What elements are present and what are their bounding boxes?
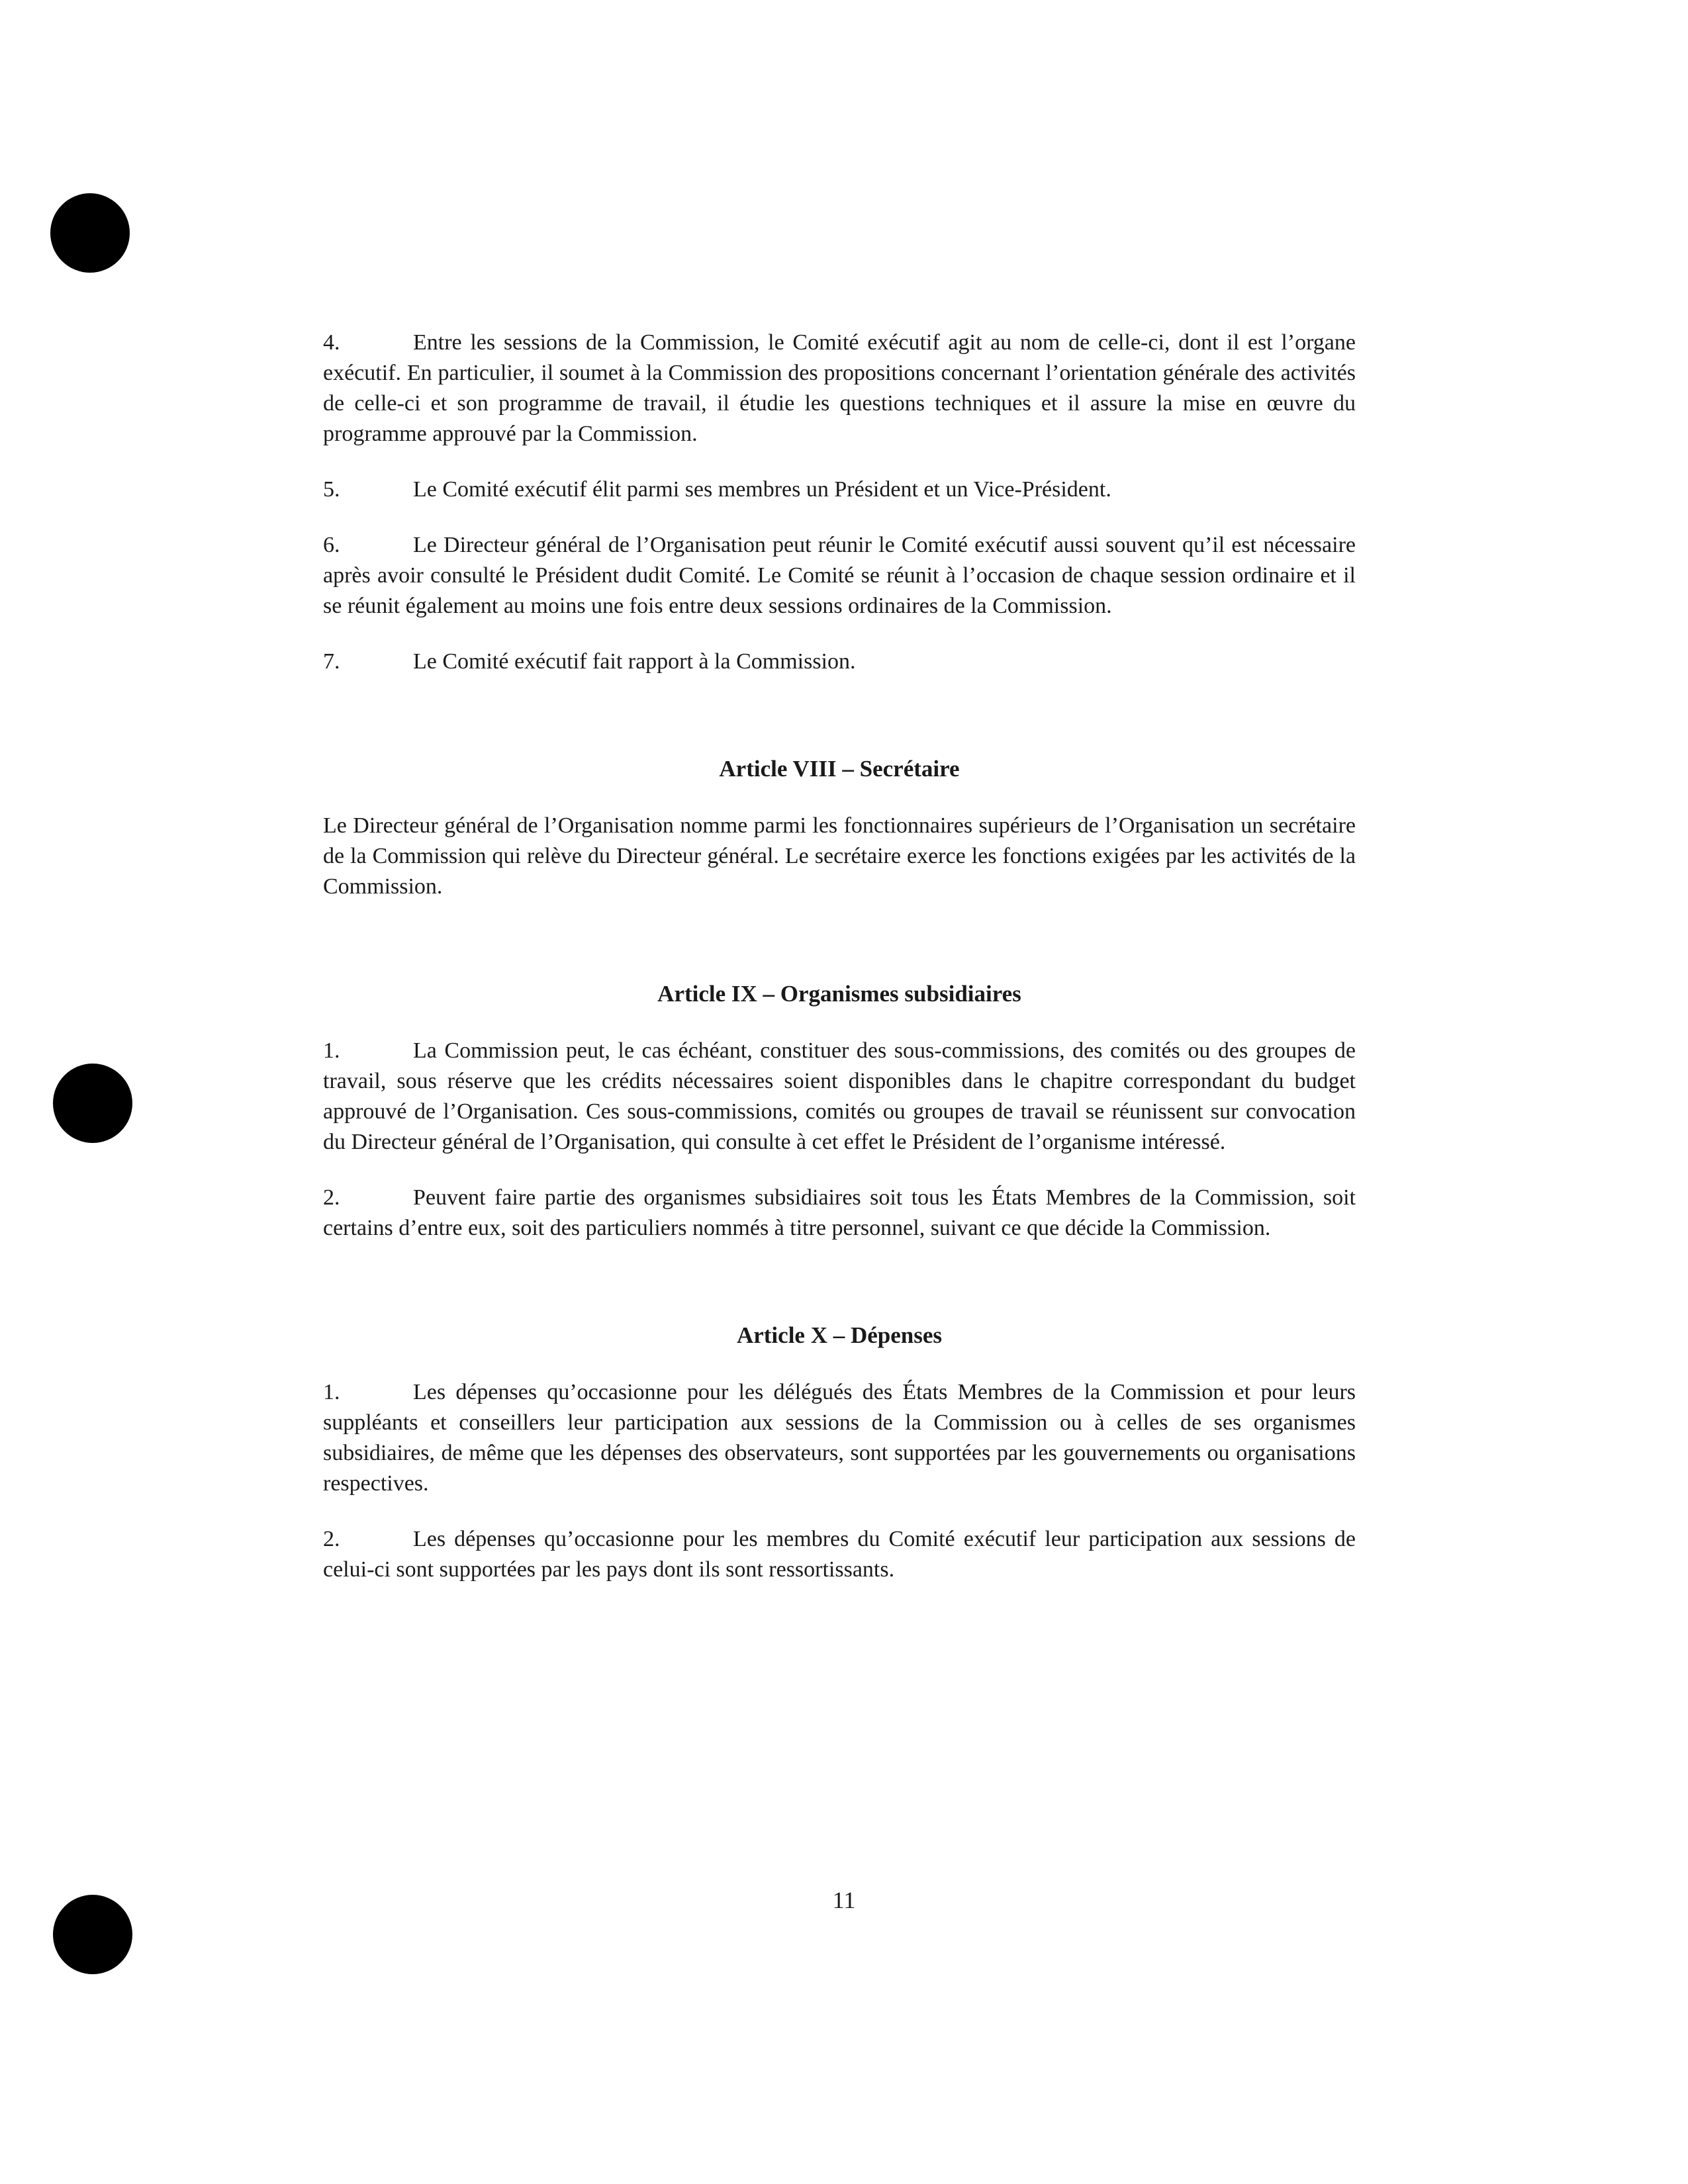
- paragraph-text: Le Comité exécutif élit parmi ses membres un Président et un Vice-Président.: [413, 477, 1111, 502]
- paragraph-text: Peuvent faire partie des organismes subsidiaires soit tous les États Membres de la Commission, soit certains d’entre eux, soit des particuliers nommés à titre personnel, suivant ce que décide la Commission.: [323, 1185, 1356, 1240]
- paragraph-text: Le Comité exécutif fait rapport à la Commission.: [413, 649, 856, 674]
- article-x-paragraph-1: [323, 1377, 1356, 1499]
- punch-hole-top: [50, 193, 130, 273]
- paragraph-text: La Commission peut, le cas échéant, constituer des sous-commissions, des comités ou des groupes de travail, sous réserve que les crédits nécessaires soient disponibles dans le chapitre correspondant du budget approuvé de l’Organisation. Ces sous-commissions, comités ou groupes de travail se réunissent sur convocation du Directeur général de l’Organisation, qui consulte à cet effet le Président de l’organisme intéressé.: [323, 1038, 1356, 1154]
- article-ix-paragraph-2: [323, 1183, 1356, 1244]
- document-body: [323, 328, 1356, 1610]
- paragraph-number: 2.: [323, 1527, 340, 1551]
- paragraph-number: 6.: [323, 533, 340, 557]
- paragraph-7: [323, 647, 1356, 677]
- article-ix-heading: Article IX – Organismes subsidiaires: [657, 981, 1021, 1007]
- paragraph-4: [323, 328, 1356, 449]
- article-ix-paragraph-1: [323, 1036, 1356, 1158]
- paragraph-text: Les dépenses qu’occasionne pour les délégués des États Membres de la Commission et pour leurs suppléants et conseillers leur participation aux sessions de la Commission ou à celles de ses organismes subsidiaires, de même que les dépenses des observateurs, sont supportées par les gouvernements ou organisations respectives.: [323, 1380, 1356, 1496]
- article-x-paragraph-2: [323, 1524, 1356, 1585]
- paragraph-5: [323, 475, 1356, 505]
- paragraph-6: [323, 530, 1356, 621]
- article-viii-heading: Article VIII – Secrétaire: [719, 756, 960, 782]
- punch-hole-middle: [53, 1064, 132, 1143]
- paragraph-number: 1.: [323, 1380, 340, 1404]
- paragraph-number: 5.: [323, 477, 340, 502]
- page-number: 11: [832, 1887, 856, 1913]
- paragraph-number: 7.: [323, 649, 340, 674]
- paragraph-number: 4.: [323, 330, 340, 355]
- article-viii-text: Le Directeur général de l’Organisation nomme parmi les fonctionnaires supérieurs de l’Organisation un secrétaire de la Commission qui relève du Directeur général. Le secrétaire exerce les fonctions exigées par les activités de la Commission.: [323, 813, 1356, 899]
- paragraph-text: Le Directeur général de l’Organisation peut réunir le Comité exécutif aussi souvent qu’il est nécessaire après avoir consulté le Président dudit Comité. Le Comité se réunit à l’occasion de chaque session ordinaire et il se réunit également au moins une fois entre deux sessions ordinaires de la Commission.: [323, 533, 1356, 618]
- paragraph-number: 1.: [323, 1038, 340, 1063]
- article-x-heading: Article X – Dépenses: [736, 1322, 943, 1348]
- paragraph-text: Les dépenses qu’occasionne pour les membres du Comité exécutif leur participation aux sessions de celui-ci sont supportées par les pays dont ils sont ressortissants.: [323, 1527, 1356, 1582]
- paragraph-number: 2.: [323, 1185, 340, 1210]
- paragraph-text: Entre les sessions de la Commission, le Comité exécutif agit au nom de celle-ci, dont il est l’organe exécutif. En particulier, il soumet à la Commission des propositions concernant l’orientation générale des activités de celle-ci et son programme de travail, il étudie les questions techniques et il assure la mise en œuvre du programme approuvé par la Commission.: [323, 330, 1356, 446]
